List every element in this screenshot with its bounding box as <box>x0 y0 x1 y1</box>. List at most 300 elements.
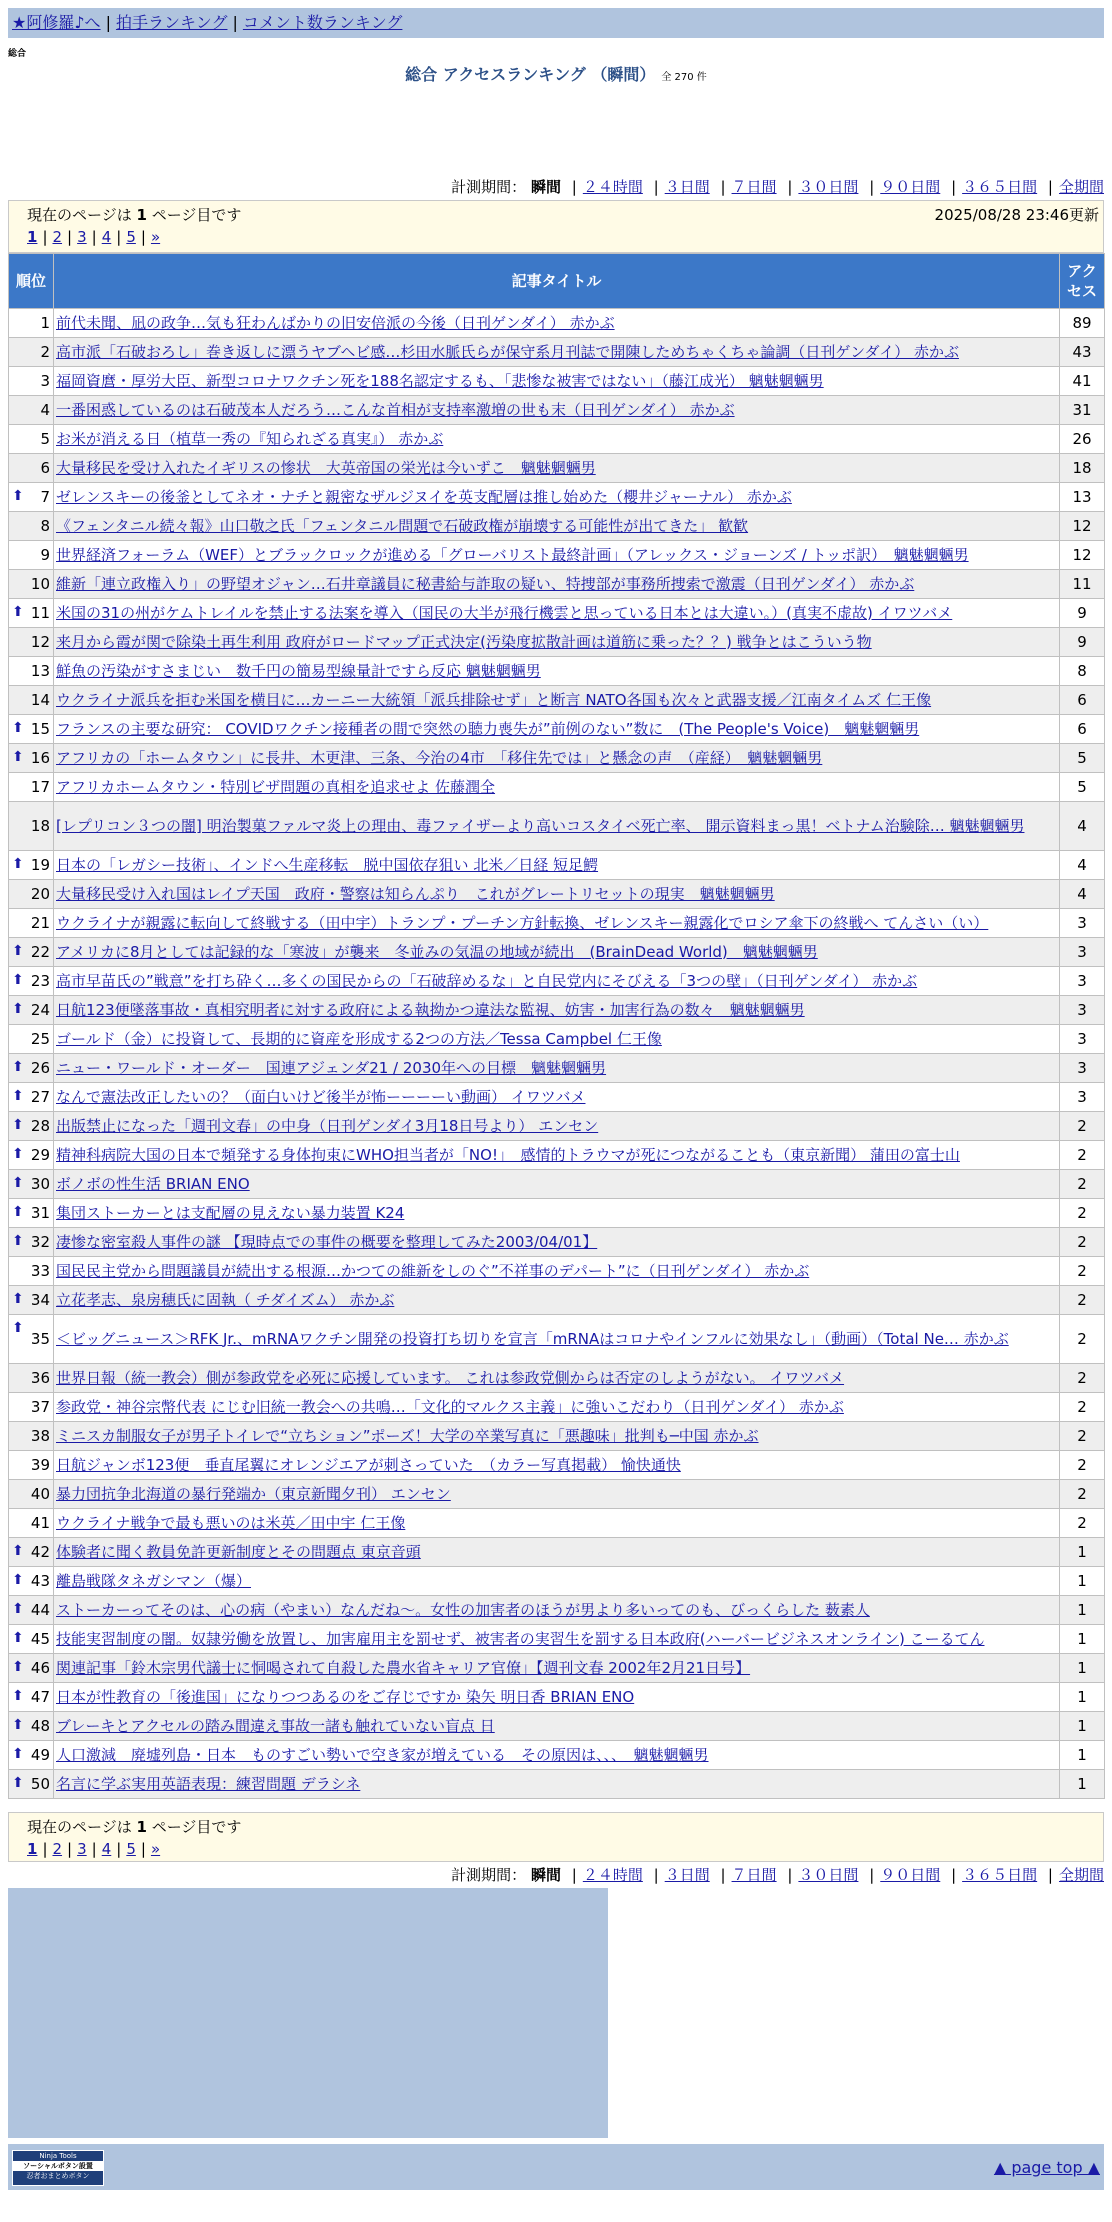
article-link[interactable]: ＜ビッグニュース＞RFK Jr.、mRNAワクチン開発の投資打ち切りを宣言「mRNAはコロナやインフルに効果なし」（動画）（Total Ne… 赤かぶ <box>56 1329 1009 1348</box>
access-count: 11 <box>1060 570 1105 599</box>
rank-number: 27 <box>30 1087 50 1106</box>
access-count: 31 <box>1060 396 1105 425</box>
rank-cell <box>9 802 54 851</box>
table-row <box>9 1596 1105 1625</box>
period-30d-link[interactable]: ３０日間 <box>798 1866 859 1884</box>
article-link[interactable]: 名言に学ぶ実用英語表現：練習問題 デラシネ <box>56 1774 361 1793</box>
rank-number: 4 <box>40 400 50 419</box>
rank-cell <box>9 1054 54 1083</box>
rank-number: 50 <box>30 1774 50 1793</box>
article-link[interactable]: 前代未聞、凪の政争…気も狂わんばかりの旧安倍派の今後（日刊ゲンダイ） 赤かぶ <box>56 313 615 332</box>
article-link[interactable]: 出版禁止になった「週刊文春」の中身（日刊ゲンダイ3月18日号より） エンセン <box>56 1116 599 1135</box>
rank-up-arrow-icon: ⬆ <box>12 720 24 736</box>
rank-number: 40 <box>30 1484 50 1503</box>
period-all-link[interactable]: 全期間 <box>1058 178 1104 196</box>
rank-cell <box>9 1567 54 1596</box>
page-link-1[interactable]: 1 <box>27 1840 38 1858</box>
title-cell <box>54 1112 1060 1141</box>
footer-bar <box>8 2144 1104 2190</box>
rank-up-arrow-icon: ⬆ <box>12 1059 24 1075</box>
article-link[interactable]: ウクライナが親露に転向して終戦する（田中宇）トランプ・プーチン方針転換、ゼレンスキー親露化でロシア傘下の終戦へ てんさい（い） <box>56 913 989 932</box>
rank-number: 22 <box>30 942 50 961</box>
article-link[interactable]: 立花孝志、泉房穂氏に固執（ チダイズム） 赤かぶ <box>56 1290 395 1309</box>
rank-cell <box>9 909 54 938</box>
article-link[interactable]: 参政党・神谷宗幣代表 にじむ旧統一教会への共鳴…「文化的マルクス主義」に強いこだわり（日刊ゲンダイ） 赤かぶ <box>56 1397 844 1416</box>
period-24h-link[interactable]: ２４時間 <box>582 1866 643 1884</box>
article-link[interactable]: ミニスカ制服女子が男子トイレで“立ちション”ポーズ！大学の卒業写真に「悪趣味」批判も─中国 赤かぶ <box>56 1426 759 1445</box>
rank-number: 1 <box>40 313 50 332</box>
rank-number: 16 <box>30 748 50 767</box>
rank-cell <box>9 1199 54 1228</box>
period-selector-bottom: 計測期間： 瞬間 | ２４時間 | ３日間 | ７日間 | ３０日間 | ９０日間 | ３６５日間 | 全期間 <box>451 1866 1104 1884</box>
article-link[interactable]: 日本の「レガシー技術」、インドへ生産移転 脱中国依存狙い 北米／日経 短足鰐 <box>56 855 599 874</box>
rank-number: 34 <box>30 1290 50 1309</box>
rank-number: 33 <box>30 1261 50 1280</box>
access-count: 2 <box>1060 1509 1105 1538</box>
article-link[interactable]: 国民民主党から問題議員が続出する根源…かつての維新をしのぐ”不祥事のデパート”に（日刊ゲンダイ） 赤かぶ <box>56 1261 810 1280</box>
rank-cell <box>9 880 54 909</box>
table-row <box>9 396 1105 425</box>
rank-cell <box>9 1625 54 1654</box>
page-link-1[interactable]: 1 <box>27 228 38 246</box>
access-count: 6 <box>1060 686 1105 715</box>
title-cell <box>54 367 1060 396</box>
next-page-link[interactable]: » <box>150 1840 161 1858</box>
social-button-badge[interactable]: Ninja Tools ソーシャルボタン設置 忍者おまとめボタン <box>12 2150 104 2186</box>
title-cell <box>54 309 1060 338</box>
period-3d-link[interactable]: ３日間 <box>664 1866 710 1884</box>
title-cell <box>54 1228 1060 1257</box>
title-cell <box>54 1083 1060 1112</box>
table-row <box>9 1054 1105 1083</box>
access-count: 1 <box>1060 1683 1105 1712</box>
article-link[interactable]: アフリカホームタウン・特別ビザ問題の真相を追求せよ 佐藤潤全 <box>56 777 496 796</box>
rank-number: 42 <box>30 1542 50 1561</box>
article-link[interactable]: 世界日報（統一教会）側が参政党を必死に応援しています。 これは参政党側からは否定のしようがない。 イワツバメ <box>56 1368 845 1387</box>
article-link[interactable]: 離島戦隊タネガシマン（爆） <box>56 1571 252 1590</box>
access-count: 9 <box>1060 599 1105 628</box>
page-title <box>405 65 707 84</box>
article-link[interactable]: 高市派「石破おろし」巻き返しに漂うヤブヘビ感…杉田水脈氏らが保守系月刊誌で開陳しためちゃくちゃ論調（日刊ゲンダイ） 赤かぶ <box>56 342 959 361</box>
article-link[interactable]: 世界経済フォーラム（WEF）とブラックロックが進める「グローバリスト最終計画」（アレックス・ジョーンズ / トッポ訳） 魑魅魍魎男 <box>56 545 969 564</box>
table-row <box>9 744 1105 773</box>
article-link[interactable]: ウクライナ派兵を拒む米国を横目に…カーニー大統領「派兵排除せず」と断言 NATO各国も次々と武器支援／江南タイムズ 仁王像 <box>56 690 932 709</box>
article-link[interactable]: 高市早苗氏の”戦意”を打ち砕く…多くの国民からの「石破辞めるな」と自民党内にそびえる「3つの壁」（日刊ゲンダイ） 赤かぶ <box>56 971 918 990</box>
rank-number: 43 <box>30 1571 50 1590</box>
rank-number: 26 <box>30 1058 50 1077</box>
home-link[interactable]: ★阿修羅♪へ <box>12 13 101 32</box>
rank-cell <box>9 338 54 367</box>
period-current: 瞬間 <box>530 178 561 196</box>
period-7d-link[interactable]: ７日間 <box>731 1866 777 1884</box>
rank-cell <box>9 570 54 599</box>
title-cell <box>54 1199 1060 1228</box>
table-row <box>9 483 1105 512</box>
title-cell <box>54 773 1060 802</box>
title-cell <box>54 1422 1060 1451</box>
comment-ranking-link[interactable]: コメント数ランキング <box>242 13 403 32</box>
title-cell <box>54 1596 1060 1625</box>
rank-number: 35 <box>30 1329 50 1348</box>
access-count: 2 <box>1060 1393 1105 1422</box>
rank-cell <box>9 1509 54 1538</box>
rank-number: 23 <box>30 971 50 990</box>
rank-up-arrow-icon: ⬆ <box>12 1775 24 1791</box>
article-link[interactable]: 《フェンタニル続々報》山口敬之氏「フェンタニル問題で石破政権が崩壊する可能性が出てきた」 歓歓 <box>56 516 749 535</box>
title-cell <box>54 1770 1060 1799</box>
access-count: 1 <box>1060 1538 1105 1567</box>
table-row <box>9 1625 1105 1654</box>
title-cell <box>54 425 1060 454</box>
period-365d-link[interactable]: ３６５日間 <box>962 1866 1038 1884</box>
title-cell <box>54 1170 1060 1199</box>
title-cell <box>54 1451 1060 1480</box>
page-link-4[interactable]: 4 <box>101 1840 112 1858</box>
access-count: 4 <box>1060 880 1105 909</box>
rank-number: 31 <box>30 1203 50 1222</box>
table-row <box>9 851 1105 880</box>
article-link[interactable]: [レプリコン３つの闇] 明治製菓ファルマ炎上の理由、毒ファイザーより高いコスタイベ死亡率、 開示資料まっ黒！ベトナム治験除… 魑魅魍魎男 <box>56 816 1025 835</box>
period-all-link[interactable]: 全期間 <box>1058 1866 1104 1884</box>
table-row <box>9 909 1105 938</box>
table-row <box>9 1480 1105 1509</box>
title-cell <box>54 1054 1060 1083</box>
next-page-link[interactable]: » <box>150 228 161 246</box>
rank-number: 30 <box>30 1174 50 1193</box>
period-365d-link[interactable]: ３６５日間 <box>962 178 1038 196</box>
current-page-text: 現在のページは 1 ページ目です <box>27 1818 242 1836</box>
access-count: 3 <box>1060 967 1105 996</box>
rank-cell <box>9 1141 54 1170</box>
access-count: 6 <box>1060 715 1105 744</box>
table-row <box>9 773 1105 802</box>
title-cell <box>54 1480 1060 1509</box>
article-link[interactable]: 日本が性教育の「後進国」になりつつあるのをご存じですか 染矢 明日香 BRIAN ENO <box>56 1687 635 1706</box>
rank-cell <box>9 996 54 1025</box>
rank-cell <box>9 1741 54 1770</box>
article-link[interactable]: 人口激減 廃墟列島・日本 ものすごい勢いで空き家が増えている その原因は、、、 魑魅魍魎男 <box>56 1745 709 1764</box>
title-cell <box>54 1683 1060 1712</box>
rank-cell <box>9 1654 54 1683</box>
table-row <box>9 1286 1105 1315</box>
rank-cell <box>9 657 54 686</box>
period-3d-link[interactable]: ３日間 <box>664 178 710 196</box>
title-cell <box>54 996 1060 1025</box>
table-row <box>9 1741 1105 1770</box>
rank-up-arrow-icon: ⬆ <box>12 972 24 988</box>
title-cell <box>54 1625 1060 1654</box>
page-link-2[interactable]: 2 <box>52 1840 63 1858</box>
rank-up-arrow-icon: ⬆ <box>12 1233 24 1249</box>
table-row <box>9 1364 1105 1393</box>
article-link[interactable]: 大量移民受け入れ国はレイプ天国 政府・警察は知らんぷり これがグレートリセットの現実 魑魅魍魎男 <box>56 884 775 903</box>
access-count: 5 <box>1060 773 1105 802</box>
table-row <box>9 1654 1105 1683</box>
rank-number: 8 <box>40 516 50 535</box>
article-link[interactable]: アフリカの「ホームタウン」に長井、木更津、三条、今治の4市 「移住先では」と懸念の声 （産経） 魑魅魍魎男 <box>56 748 823 767</box>
title-cell <box>54 1364 1060 1393</box>
rank-up-arrow-icon: ⬆ <box>12 488 24 504</box>
period-24h-link[interactable]: ２４時間 <box>582 178 643 196</box>
period-label: 計測期間： <box>451 178 527 196</box>
article-link[interactable]: 鮮魚の汚染がすさまじい 数千円の簡易型線量計ですら反応 魑魅魍魎男 <box>56 661 541 680</box>
ranking-table <box>8 253 1105 1799</box>
table-row <box>9 1770 1105 1799</box>
title-cell <box>54 715 1060 744</box>
table-row <box>9 1509 1105 1538</box>
divider: | <box>105 13 111 32</box>
rank-number: 9 <box>40 545 50 564</box>
rank-up-arrow-icon: ⬆ <box>12 1543 24 1559</box>
access-count: 2 <box>1060 1364 1105 1393</box>
article-link[interactable]: 凄惨な密室殺人事件の謎 【現時点での事件の概要を整理してみた2003/04/01】 <box>56 1232 598 1251</box>
pager-bottom <box>8 1812 1104 1862</box>
title-cell <box>54 851 1060 880</box>
title-cell <box>54 1567 1060 1596</box>
rank-cell <box>9 938 54 967</box>
rank-cell <box>9 512 54 541</box>
rank-number: 12 <box>30 632 50 651</box>
rank-cell <box>9 483 54 512</box>
access-count: 43 <box>1060 338 1105 367</box>
article-link[interactable]: フランスの主要な研究： COVIDワクチン接種者の間で突然の聴力喪失が”前例のない”数に (The People's Voice) 魑魅魍魎男 <box>56 719 920 738</box>
access-count: 2 <box>1060 1257 1105 1286</box>
rank-cell <box>9 541 54 570</box>
title-cell <box>54 909 1060 938</box>
table-row <box>9 715 1105 744</box>
article-link[interactable]: ニュー・ワールド・オーダー 国連アジェンダ21 / 2030年への目標 魑魅魍魎男 <box>56 1058 607 1077</box>
article-link[interactable]: ボノボの性生活 BRIAN ENO <box>56 1174 250 1193</box>
rank-cell <box>9 309 54 338</box>
table-row <box>9 880 1105 909</box>
rank-number: 36 <box>30 1368 50 1387</box>
rank-number: 49 <box>30 1745 50 1764</box>
access-count: 2 <box>1060 1112 1105 1141</box>
table-row <box>9 541 1105 570</box>
title-cell <box>54 686 1060 715</box>
title-text: 総合 アクセスランキング （瞬間） <box>405 65 656 84</box>
rank-number: 2 <box>40 342 50 361</box>
title-cell <box>54 802 1060 851</box>
title-header: 記事タイトル <box>54 254 1060 309</box>
rank-up-arrow-icon: ⬆ <box>12 1320 24 1336</box>
access-header: アクセス <box>1060 254 1105 309</box>
article-link[interactable]: ストーカーってそのは、心の病（やまい）なんだね～。女性の加害者のほうが男より多いってのも、びっくらした 薮素人 <box>56 1600 870 1619</box>
access-count: 3 <box>1060 909 1105 938</box>
title-cell <box>54 1741 1060 1770</box>
access-count: 4 <box>1060 851 1105 880</box>
page-link-4[interactable]: 4 <box>101 228 112 246</box>
rank-cell <box>9 773 54 802</box>
rank-cell <box>9 1393 54 1422</box>
article-link[interactable]: 大量移民を受け入れたイギリスの惨状 大英帝国の栄光は今いずこ 魑魅魍魎男 <box>56 458 596 477</box>
article-link[interactable]: 暴力団抗争北海道の暴行発端か（東京新聞夕刊） エンセン <box>56 1484 451 1503</box>
rank-up-arrow-icon: ⬆ <box>12 1601 24 1617</box>
title-cell <box>54 1654 1060 1683</box>
rank-number: 13 <box>30 661 50 680</box>
access-count: 3 <box>1060 1025 1105 1054</box>
pager-top <box>8 200 1104 253</box>
article-link[interactable]: なんで憲法改正したいの？（面白いけど後半が怖ーーーーい動画） イワツバメ <box>56 1087 586 1106</box>
page-link-3[interactable]: 3 <box>77 228 87 246</box>
access-count: 12 <box>1060 512 1105 541</box>
rank-number: 19 <box>30 855 50 874</box>
rank-number: 48 <box>30 1716 50 1735</box>
table-row <box>9 628 1105 657</box>
rank-number: 21 <box>30 913 50 932</box>
table-row <box>9 1025 1105 1054</box>
article-link[interactable]: 来月から霞が関で除染土再生利用 政府がロードマップ正式決定(汚染度拡散計画は道筋に乗った？？) 戦争とはこういう物 <box>56 632 872 651</box>
table-row <box>9 967 1105 996</box>
table-row <box>9 1315 1105 1364</box>
ranking-rows <box>9 309 1105 1799</box>
table-row <box>9 1538 1105 1567</box>
period-90d-link[interactable]: ９０日間 <box>880 1866 941 1884</box>
table-row <box>9 309 1105 338</box>
rank-number: 37 <box>30 1397 50 1416</box>
table-row <box>9 512 1105 541</box>
title-cell <box>54 512 1060 541</box>
item-count: 全 270 件 <box>661 72 707 83</box>
table-row <box>9 1712 1105 1741</box>
rank-number: 41 <box>30 1513 50 1532</box>
access-count: 9 <box>1060 628 1105 657</box>
access-count: 41 <box>1060 367 1105 396</box>
access-count: 1 <box>1060 1770 1105 1799</box>
article-link[interactable]: 一番困惑しているのは石破茂本人だろう…こんな首相が支持率激増の世も末（日刊ゲンダイ） 赤かぶ <box>56 400 735 419</box>
page-links: 1 | 2 | 3 | 4 | 5 | » <box>27 1840 161 1858</box>
title-cell <box>54 454 1060 483</box>
access-count: 2 <box>1060 1170 1105 1199</box>
rank-cell <box>9 1170 54 1199</box>
title-cell <box>54 1712 1060 1741</box>
period-30d-link[interactable]: ３０日間 <box>798 178 859 196</box>
article-link[interactable]: ウクライナ戦争で最も悪いのは米英／田中宇 仁王像 <box>56 1513 406 1532</box>
article-link[interactable]: ゼレンスキーの後釜としてネオ・ナチと親密なザルジヌイを英支配層は推し始めた（櫻井ジャーナル） 赤かぶ <box>56 487 792 506</box>
rank-cell <box>9 1083 54 1112</box>
access-count: 2 <box>1060 1199 1105 1228</box>
rank-up-arrow-icon: ⬆ <box>12 1291 24 1307</box>
rank-cell <box>9 1596 54 1625</box>
page-links: 1 | 2 | 3 | 4 | 5 | » <box>27 228 161 246</box>
table-row <box>9 686 1105 715</box>
table-row <box>9 1170 1105 1199</box>
article-link[interactable]: アメリカに8月としては記録的な「寒波」が襲来 冬並みの気温の地域が続出 (BrainDead World) 魑魅魍魎男 <box>56 942 818 961</box>
title-cell <box>54 880 1060 909</box>
divider: | <box>232 13 238 32</box>
access-count: 3 <box>1060 996 1105 1025</box>
access-count: 89 <box>1060 309 1105 338</box>
rank-number: 28 <box>30 1116 50 1135</box>
page-link-5[interactable]: 5 <box>126 228 136 246</box>
table-row <box>9 338 1105 367</box>
article-link[interactable]: 米国の31の州がケムトレイルを禁止する法案を導入（国民の大半が飛行機雲と思っている日本とは大違い。）(真実不虚故) イワツバメ <box>56 603 953 622</box>
ad-placeholder <box>8 1888 608 2138</box>
article-link[interactable]: 体験者に聞く教員免許更新制度とその問題点 東京音頭 <box>56 1542 421 1561</box>
access-count: 1 <box>1060 1596 1105 1625</box>
period-90d-link[interactable]: ９０日間 <box>880 178 941 196</box>
page-link-2[interactable]: 2 <box>52 228 63 246</box>
rank-cell <box>9 1451 54 1480</box>
rank-number: 18 <box>30 816 50 835</box>
article-link[interactable]: 福岡資麿・厚労大臣、新型コロナワクチン死を188名認定するも、「悲惨な被害ではない」（藤江成光） 魑魅魍魎男 <box>56 371 824 390</box>
rank-up-arrow-icon: ⬆ <box>12 856 24 872</box>
title-cell <box>54 657 1060 686</box>
table-row <box>9 425 1105 454</box>
rank-number: 14 <box>30 690 50 709</box>
rank-cell <box>9 1112 54 1141</box>
rank-up-arrow-icon: ⬆ <box>12 604 24 620</box>
title-cell <box>54 1257 1060 1286</box>
rank-up-arrow-icon: ⬆ <box>12 1117 24 1133</box>
access-count: 3 <box>1060 1083 1105 1112</box>
title-cell <box>54 628 1060 657</box>
rank-up-arrow-icon: ⬆ <box>12 1001 24 1017</box>
page-top-link[interactable]: ▲ page top ▲ <box>993 2158 1100 2177</box>
rank-cell <box>9 1480 54 1509</box>
access-count: 1 <box>1060 1567 1105 1596</box>
article-link[interactable]: 日航ジャンボ123便 垂直尾翼にオレンジエアが刺さっていた （カラー写真掲載） 愉快通快 <box>56 1455 681 1474</box>
rank-cell <box>9 967 54 996</box>
article-link[interactable]: 日航123便墜落事故・真相究明者に対する政府による執拗かつ違法な監視、妨害・加害行為の数々 魑魅魍魎男 <box>56 1000 805 1019</box>
period-7d-link[interactable]: ７日間 <box>731 178 777 196</box>
rank-number: 29 <box>30 1145 50 1164</box>
article-link[interactable]: 精神科病院大国の日本で頻発する身体拘束にWHO担当者が「NO!」 感情的トラウマが死につながることも（東京新聞） 蒲田の富士山 <box>56 1145 960 1164</box>
rank-number: 5 <box>40 429 50 448</box>
article-link[interactable]: 技能実習制度の闇。奴隷労働を放置し、加害雇用主を罰せず、被害者の実習生を罰する日本政府(ハーバービジネスオンライン) こーるてん <box>56 1629 985 1648</box>
access-count: 1 <box>1060 1654 1105 1683</box>
rank-number: 25 <box>30 1029 50 1048</box>
rank-number: 46 <box>30 1658 50 1677</box>
title-cell <box>54 744 1060 773</box>
rank-number: 20 <box>30 884 50 903</box>
access-count: 2 <box>1060 1315 1105 1364</box>
rank-up-arrow-icon: ⬆ <box>12 1717 24 1733</box>
title-cell <box>54 570 1060 599</box>
page-link-5[interactable]: 5 <box>126 1840 136 1858</box>
rank-number: 39 <box>30 1455 50 1474</box>
article-link[interactable]: 関連記事「鈴木宗男代議士に恫喝されて自殺した農水省キャリア官僚」【週刊文春 2002年2月21日号】 <box>56 1658 751 1677</box>
rank-number: 44 <box>30 1600 50 1619</box>
article-link[interactable]: 維新「連立政権入り」の野望オジャン…石井章議員に秘書給与詐取の疑い、特捜部が事務所捜索で激震（日刊ゲンダイ） 赤かぶ <box>56 574 915 593</box>
table-row <box>9 1199 1105 1228</box>
title-cell <box>54 1141 1060 1170</box>
rank-up-arrow-icon: ⬆ <box>12 1688 24 1704</box>
current-page-text: 現在のページは 1 ページ目です <box>27 206 242 224</box>
access-count: 26 <box>1060 425 1105 454</box>
rank-up-arrow-icon: ⬆ <box>12 1659 24 1675</box>
page-title-wrap <box>0 62 1112 85</box>
article-link[interactable]: お米が消える日（植草一秀の『知られざる真実』） 赤かぶ <box>56 429 444 448</box>
clap-ranking-link[interactable]: 拍手ランキング <box>115 13 228 32</box>
rank-number: 11 <box>30 603 50 622</box>
article-link[interactable]: ブレーキとアクセルの踏み間違え事故一諸も触れていない盲点 日 <box>56 1716 495 1735</box>
page-link-3[interactable]: 3 <box>77 1840 87 1858</box>
access-count: 2 <box>1060 1228 1105 1257</box>
rank-number: 47 <box>30 1687 50 1706</box>
table-row <box>9 1422 1105 1451</box>
article-link[interactable]: ゴールド（金）に投資して、長期的に資産を形成する2つの方法／Tessa Campbel 仁王像 <box>56 1029 662 1048</box>
article-link[interactable]: 集団ストーカーとは支配層の見えない暴力装置 K24 <box>56 1203 405 1222</box>
table-row <box>9 938 1105 967</box>
rank-cell <box>9 1422 54 1451</box>
rank-number: 10 <box>30 574 50 593</box>
section-tag: 総合 <box>8 49 27 59</box>
title-cell <box>54 541 1060 570</box>
rank-cell <box>9 628 54 657</box>
rank-cell <box>9 851 54 880</box>
rank-cell <box>9 715 54 744</box>
